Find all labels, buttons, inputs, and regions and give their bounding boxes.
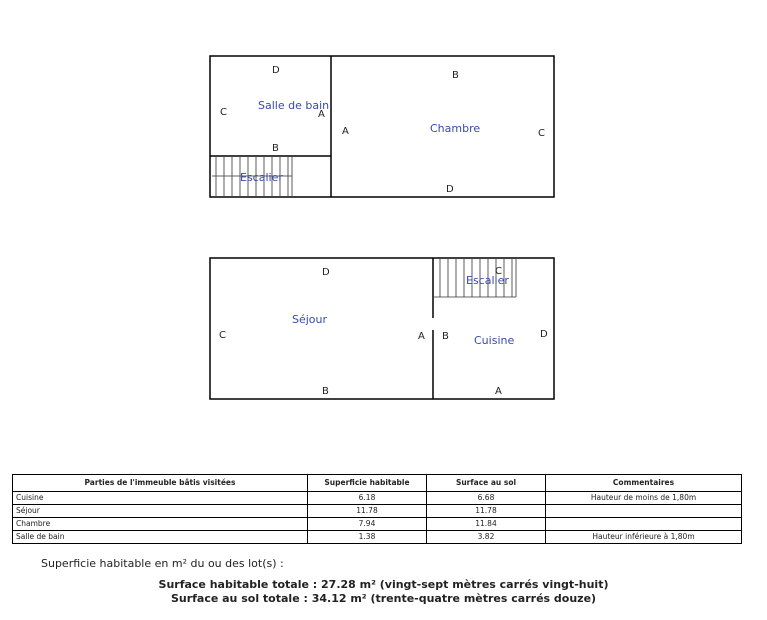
cell-comment bbox=[546, 505, 742, 518]
cell-sol: 6.68 bbox=[427, 492, 546, 505]
cell-sol: 3.82 bbox=[427, 531, 546, 544]
table-header-row bbox=[13, 475, 742, 492]
table-row bbox=[13, 531, 742, 544]
stairs-wall-c: C bbox=[495, 266, 502, 277]
living-wall-bottom: B bbox=[322, 386, 329, 397]
cell-sol: 11.78 bbox=[427, 505, 546, 518]
kitchen-wall-left: B bbox=[442, 331, 449, 342]
lower-floor bbox=[210, 258, 554, 399]
header-comment: Commentaires bbox=[546, 475, 742, 492]
cell-comment: Hauteur inférieure à 1,80m bbox=[546, 531, 742, 544]
bedroom-wall-bottom: D bbox=[446, 184, 454, 195]
sol-total: Surface au sol totale : 34.12 m² (trente-quatre mètres carrés douze) bbox=[170, 592, 597, 605]
table-row bbox=[13, 518, 742, 531]
habitable-total: Surface habitable totale : 27.28 m² (vingt-sept mètres carrés vingt-huit) bbox=[158, 578, 609, 591]
cell-part: Séjour bbox=[13, 505, 308, 518]
living-wall-top: D bbox=[322, 267, 330, 278]
header-sol: Surface au sol bbox=[427, 475, 546, 492]
cell-habitable: 7.94 bbox=[308, 518, 427, 531]
bathroom-wall-left: C bbox=[220, 107, 227, 118]
bedroom-wall-right: C bbox=[538, 128, 545, 139]
cell-comment bbox=[546, 518, 742, 531]
lower-stairs-label: Escalier bbox=[466, 274, 509, 287]
header-habitable: Superficie habitable bbox=[308, 475, 427, 492]
kitchen-wall-bottom: A bbox=[495, 386, 502, 397]
cell-habitable: 11.78 bbox=[308, 505, 427, 518]
summary-intro: Superficie habitable en m² du ou des lot(s) : bbox=[41, 557, 284, 570]
bathroom-wall-right: A bbox=[318, 109, 325, 120]
upper-floor bbox=[210, 56, 554, 197]
surface-table bbox=[12, 474, 742, 544]
bathroom-label: Salle de bain bbox=[258, 99, 330, 112]
living-wall-left: C bbox=[219, 330, 226, 341]
bedroom-wall-left: A bbox=[342, 126, 349, 137]
cell-comment: Hauteur de moins de 1,80m bbox=[546, 492, 742, 505]
cell-part: Cuisine bbox=[13, 492, 308, 505]
bathroom-wall-top: D bbox=[272, 65, 280, 76]
cell-part: Chambre bbox=[13, 518, 308, 531]
bedroom-wall-top: B bbox=[452, 70, 459, 81]
table-row bbox=[13, 492, 742, 505]
bedroom-label: Chambre bbox=[430, 122, 481, 135]
living-wall-right: A bbox=[418, 331, 425, 342]
header-part: Parties de l'immeuble bâtis visitées bbox=[13, 475, 308, 492]
kitchen-label: Cuisine bbox=[474, 334, 515, 347]
table-row bbox=[13, 505, 742, 518]
bathroom-wall-bottom: B bbox=[272, 143, 279, 154]
cell-sol: 11.84 bbox=[427, 518, 546, 531]
upper-stairs-label: Escalier bbox=[240, 171, 283, 184]
kitchen-wall-right: D bbox=[540, 329, 548, 340]
living-label: Séjour bbox=[292, 313, 328, 326]
cell-part: Salle de bain bbox=[13, 531, 308, 544]
cell-habitable: 6.18 bbox=[308, 492, 427, 505]
cell-habitable: 1.38 bbox=[308, 531, 427, 544]
